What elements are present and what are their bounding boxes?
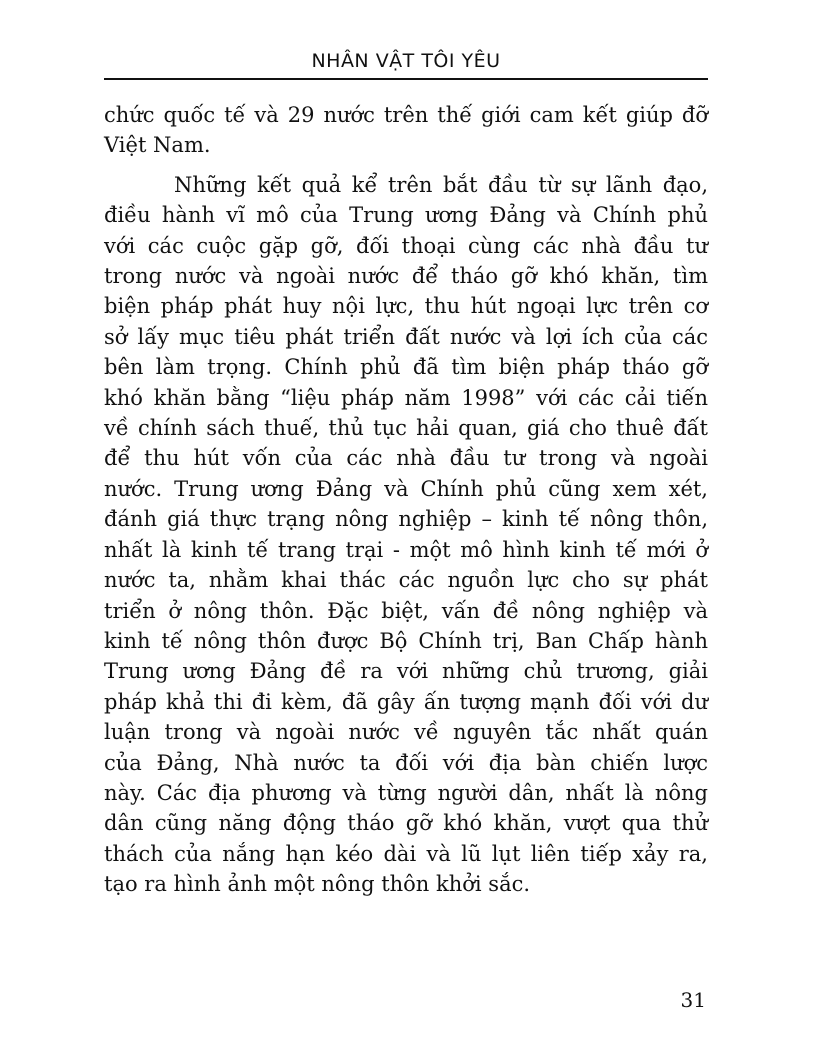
text-line: nước ta, nhằm khai thác các nguồn lực cho sự phát <box>104 568 708 593</box>
text-line: thách của nắng hạn kéo dài và lũ lụt liên tiếp xảy ra, <box>104 841 708 866</box>
text-line: bên làm trọng. Chính phủ đã tìm biện pháp tháo gỡ <box>104 355 708 380</box>
text-line: dân cũng năng động tháo gỡ khó khăn, vượt qua thử <box>104 811 708 836</box>
text-line: Trung ương Đảng đề ra với những chủ trương, giải <box>104 659 708 684</box>
text-line: luận trong và ngoài nước về nguyên tắc nhất quán <box>104 720 708 745</box>
page-number: 31 <box>680 988 706 1012</box>
running-header: NHÂN VẬT TÔI YÊU <box>311 50 501 72</box>
text-line: Việt Nam. <box>104 133 211 158</box>
paragraph-gap <box>104 161 708 170</box>
paragraph-continued <box>104 100 708 161</box>
text-line: đánh giá thực trạng nông nghiệp – kinh tế nông thôn, <box>104 507 708 532</box>
text-line: của Đảng, Nhà nước ta đối với địa bàn chiến lược <box>104 750 708 775</box>
body-text <box>104 100 708 900</box>
text-line: về chính sách thuế, thủ tục hải quan, giá cho thuê đất <box>104 416 708 441</box>
text-line: để thu hút vốn của các nhà đầu tư trong và ngoài <box>104 446 708 471</box>
text-line: pháp khả thi đi kèm, đã gây ấn tượng mạnh đối với dư <box>104 689 708 714</box>
text-line: chức quốc tế và 29 nước trên thế giới cam kết giúp đỡ <box>104 103 708 127</box>
text-line: Những kết quả kể trên bắt đầu từ sự lãnh đạo, <box>174 172 708 197</box>
text-line: kinh tế nông thôn được Bộ Chính trị, Ban Chấp hành <box>104 628 708 653</box>
text-line: này. Các địa phương và từng người dân, nhất là nông <box>104 780 708 805</box>
text-line: với các cuộc gặp gỡ, đối thoại cùng các nhà đầu tư <box>104 233 708 258</box>
text-line: nhất là kinh tế trang trại - một mô hình kinh tế mới ở <box>104 537 708 562</box>
text-line: khó khăn bằng “liệu pháp năm 1998” với các cải tiến <box>104 385 708 410</box>
text-line: sở lấy mục tiêu phát triển đất nước và lợi ích của các <box>104 324 708 349</box>
text-line: trong nước và ngoài nước để tháo gỡ khó khăn, tìm <box>104 264 708 289</box>
text-line: tạo ra hình ảnh một nông thôn khởi sắc. <box>104 872 531 897</box>
header-rule <box>104 78 708 80</box>
text-line: nước. Trung ương Đảng và Chính phủ cũng xem xét, <box>104 476 708 501</box>
text-line: điều hành vĩ mô của Trung ương Đảng và Chính phủ <box>104 203 708 228</box>
paragraph <box>104 170 708 900</box>
text-line: biện pháp phát huy nội lực, thu hút ngoại lực trên cơ <box>104 294 708 319</box>
text-line: triển ở nông thôn. Đặc biệt, vấn đề nông nghiệp và <box>104 598 708 623</box>
